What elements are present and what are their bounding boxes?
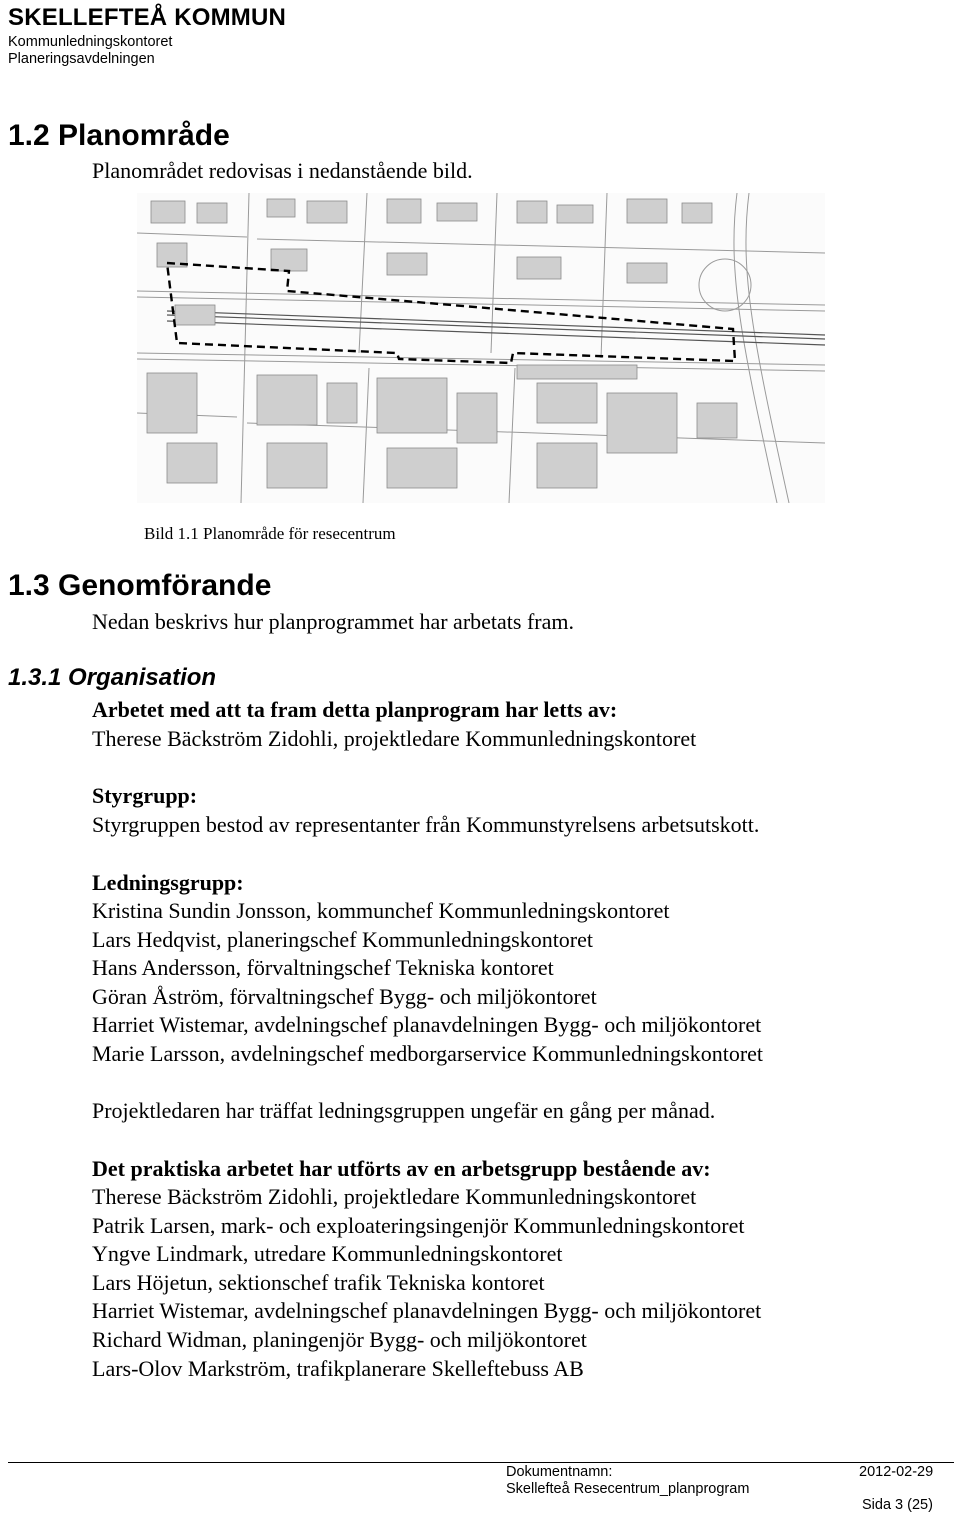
unit-name: Planeringsavdelningen — [8, 51, 155, 67]
steering-text: Styrgruppen bestod av representanter från Kommunstyrelsens arbetsutskott. — [92, 812, 760, 837]
list-item: Yngve Lindmark, utredare Kommunledningskontoret — [92, 1241, 563, 1267]
list-item: Lars Hedqvist, planeringschef Kommunledningskontoret — [92, 926, 594, 952]
section-1-2-heading: 1.2 Planområde — [8, 119, 230, 152]
lead-label: Arbetet med att ta fram detta planprogram har letts av: — [92, 697, 618, 722]
section-1-3-heading: 1.3 Genomförande — [8, 569, 272, 602]
section-1-2-intro: Planområdet redovisas i nedanstående bild. — [92, 158, 473, 183]
list-item: Hans Andersson, förvaltningschef Tekniska kontoret — [92, 955, 554, 981]
list-item: Harriet Wistemar, avdelningschef planavdelningen Bygg- och miljökontoret — [92, 1298, 762, 1324]
plan-area-map — [137, 193, 825, 503]
list-item: Lars-Olov Markström, trafikplanerare Skelleftebuss AB — [92, 1355, 584, 1381]
list-item: Lars Höjetun, sektionschef trafik Tekniska kontoret — [92, 1269, 545, 1295]
list-item: Marie Larsson, avdelningschef medborgarservice Kommunledningskontoret — [92, 1040, 764, 1066]
doc-date: 2012-02-29 — [859, 1464, 934, 1480]
figure-caption: Bild 1.1 Planområde för resecentrum — [144, 524, 396, 543]
section-1-3-1-heading: 1.3.1 Organisation — [8, 664, 217, 691]
footer-divider — [8, 1462, 954, 1463]
list-item: Patrik Larsen, mark- och exploateringsingenjör Kommunledningskontoret — [92, 1212, 745, 1238]
department-name: Kommunledningskontoret — [8, 34, 173, 50]
list-item: Harriet Wistemar, avdelningschef planavdelningen Bygg- och miljökontoret — [92, 1012, 762, 1038]
list-item: Kristina Sundin Jonsson, kommunchef Kommunledningskontoret — [92, 898, 670, 923]
management-list — [92, 897, 763, 1069]
list-item: Therese Bäckström Zidohli, projektledare Kommunledningskontoret — [92, 1184, 697, 1209]
doc-name-label: Dokumentnamn: — [506, 1464, 613, 1480]
section-1-3-intro: Nedan beskrivs hur planprogrammet har arbetats fram. — [92, 609, 574, 634]
meeting-note: Projektledaren har träffat ledningsgruppen ungefär en gång per månad. — [92, 1098, 716, 1123]
organization-name: SKELLEFTEÅ KOMMUN — [8, 4, 287, 31]
workgroup-list — [92, 1183, 761, 1383]
list-item: Göran Åström, förvaltningschef Bygg- och miljökontoret — [92, 983, 597, 1009]
lead-person: Therese Bäckström Zidohli, projektledare Kommunledningskontoret — [92, 726, 697, 751]
steering-label: Styrgrupp: — [92, 783, 198, 808]
page-number: Sida 3 (25) — [862, 1497, 933, 1513]
workgroup-label: Det praktiska arbetet har utförts av en arbetsgrupp bestående av: — [92, 1156, 711, 1181]
list-item: Richard Widman, planingenjör Bygg- och miljökontoret — [92, 1326, 587, 1352]
management-label: Ledningsgrupp: — [92, 870, 244, 895]
doc-name: Skellefteå Resecentrum_planprogram — [506, 1481, 750, 1497]
